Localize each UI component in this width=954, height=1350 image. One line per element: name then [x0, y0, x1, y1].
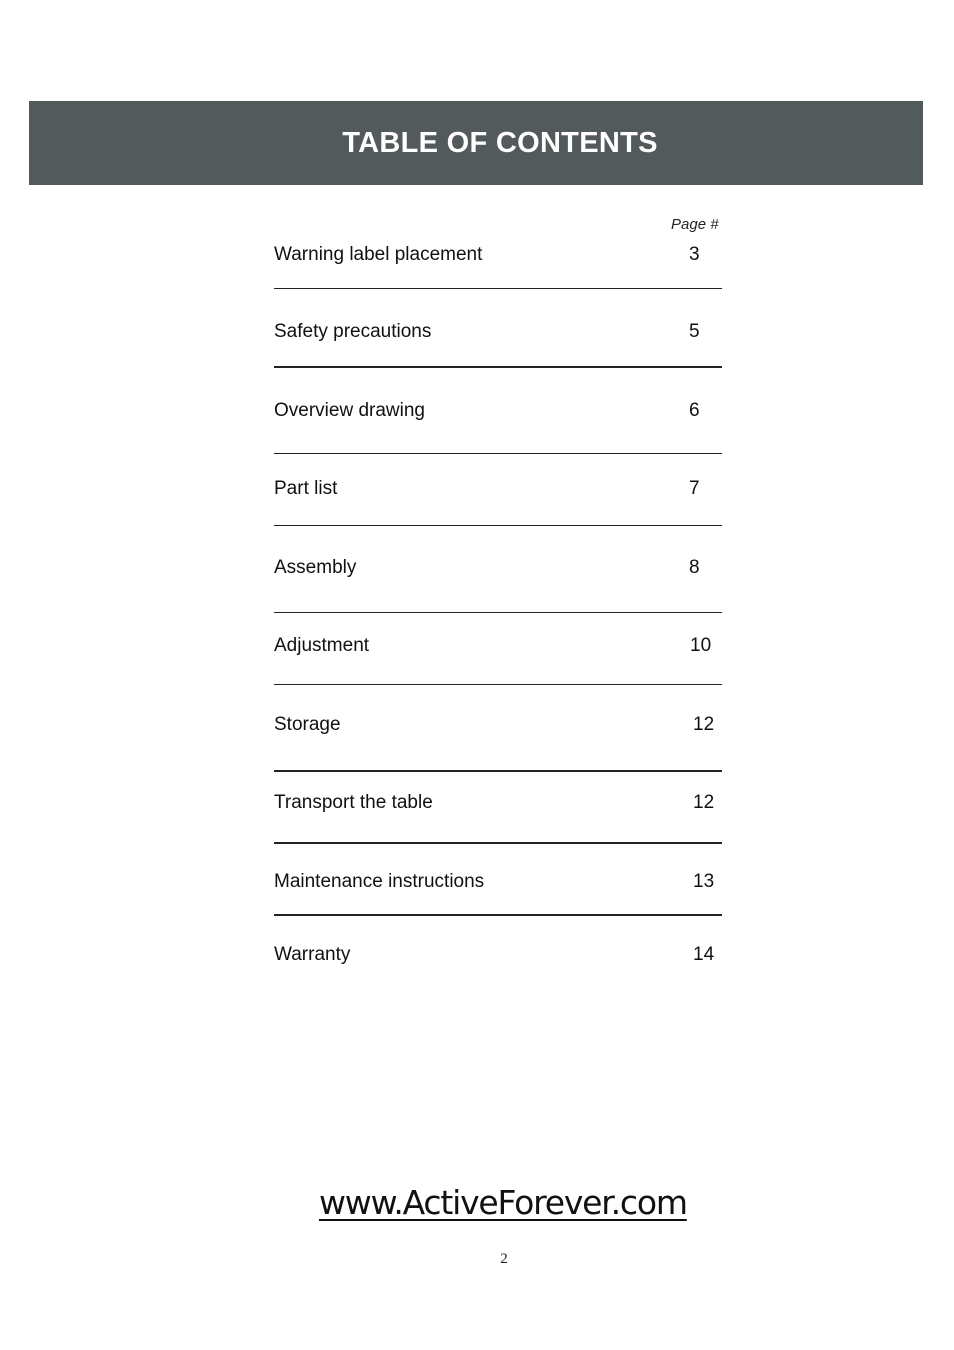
toc-entry-label: Part list [274, 478, 338, 499]
toc-entry-page: 13 [693, 871, 715, 892]
toc-entry-page: 14 [693, 944, 715, 965]
toc-entry-page: 7 [689, 478, 700, 499]
toc-entry-label: Adjustment [274, 635, 370, 656]
toc-entry-label: Storage [274, 714, 341, 735]
website-link[interactable]: www.ActiveForever.com [319, 1183, 687, 1222]
toc-entry-page: 5 [689, 321, 700, 342]
divider [274, 914, 722, 916]
toc-entry-label: Warning label placement [274, 244, 483, 265]
divider [274, 453, 722, 454]
toc-entry-page: 3 [689, 244, 700, 265]
divider [274, 770, 722, 772]
toc-entry-label: Overview drawing [274, 400, 425, 421]
toc-entry-page: 12 [693, 714, 715, 735]
title-banner [29, 101, 923, 185]
divider [274, 288, 722, 289]
toc-entry-label: Assembly [274, 557, 357, 578]
page-column-header: Page # [671, 216, 719, 233]
divider [274, 525, 722, 526]
toc-entry-label: Transport the table [274, 792, 433, 813]
toc-entry-label: Safety precautions [274, 321, 432, 342]
divider [274, 684, 722, 685]
toc-entry-label: Maintenance instructions [274, 871, 485, 892]
divider [274, 612, 722, 613]
divider [274, 366, 722, 368]
toc-entry-page: 8 [689, 557, 700, 578]
toc-entry-page: 6 [689, 400, 700, 421]
page-number: 2 [500, 1251, 508, 1267]
toc-entry-page: 12 [693, 792, 715, 813]
toc-entry-label: Warranty [274, 944, 351, 965]
divider [274, 842, 722, 844]
page-title: TABLE OF CONTENTS [342, 126, 658, 159]
toc-entry-page: 10 [690, 635, 712, 656]
